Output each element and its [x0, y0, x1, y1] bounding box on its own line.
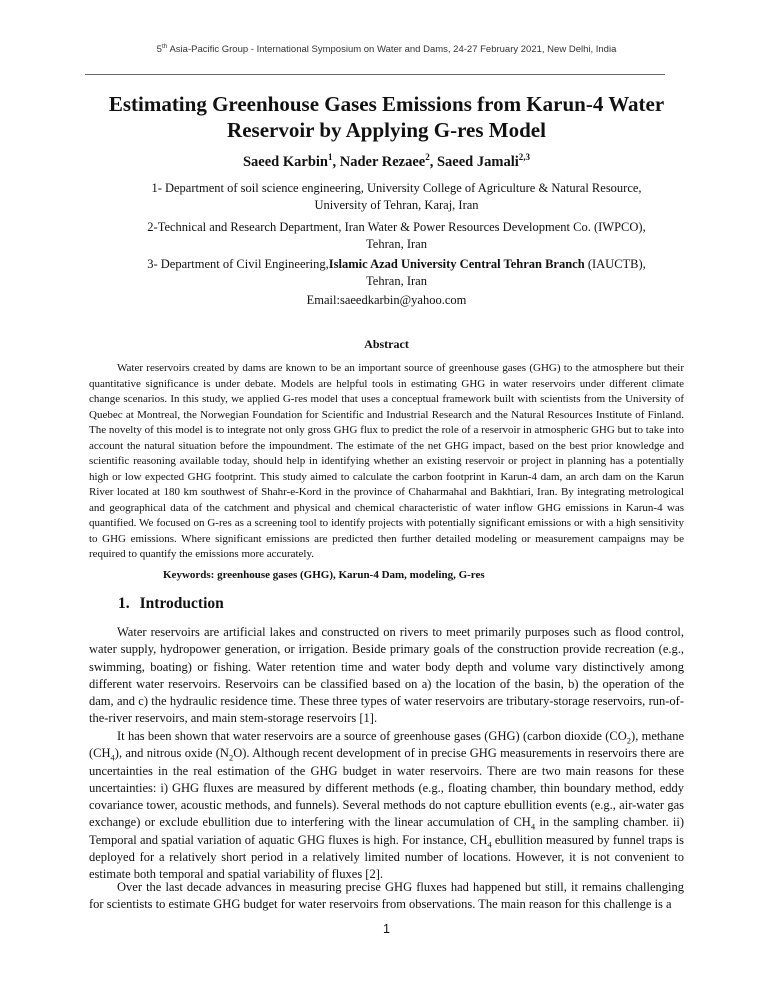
- author-list: Saeed Karbin$^1$, Nader Rezaee$^2$, Saeed Jamali$^{2,3}$: [242, 152, 530, 170]
- abstract-body: Water reservoirs created by dams are known to be an important source of greenhouse gases (GHG) to the atmosphere but their quantitative significance is under debate. Models are helpful tools in estimating GHG in water reservoirs under different climate change scenarios. In this study, we applied G-res model that uses a conceptual framework built with scientists from the University of Quebec at Montreal, the Norwegian Foundation for Scientific and Industrial Research and the Natural Resources Institute of Finland. The novelty of this model is to integrate not only gross GHG flux to predict the role of a reservoir in atmospheric GHG but to take into account the natural situation before the impoundment. The estimate of the net GHG impact, based on the best prior knowledge and scientific reasoning available today, should help in identifying whether an existing reservoir or project in planning has a potentially high or low expected GHG footprint. This study aimed to calculate the carbon footprint in Karun-4 dam, an arch dam on the Karun River located at 180 km southwest of Shahr-e-Kord in the province of Chaharmahal and Bakhtiari, Iran. By integrating metrological and geographical data of the catchment and physical and chemical characteristic of water inflow GHG emissions in Karun-4 was quantified. We focused on G-res as a screening tool to identify projects with potentially significant emissions or with a high sensitivity to GHG emissions. Where significant emissions are predicted then further detailed modeling or measurement campaigns may be required to quantify the emissions more accurately.: [89, 362, 684, 560]
- author-name: Nader Rezaee: [339, 153, 426, 170]
- abstract-heading: Abstract: [364, 337, 409, 351]
- body-paragraph-3: Over the last decade advances in measuring precise GHG fluxes had happened but still, it remains challenging for scientists to estimate GHG budget for water reservoirs from observations. The main reason for this challenge is a: [89, 880, 684, 912]
- keywords: Keywords: greenhouse gases (GHG), Karun-4 Dam, modeling, G-res: [163, 569, 485, 581]
- paper-title: [100, 91, 673, 143]
- affiliation-2: 2-Technical and Research Department, Iran Water & Power Resources Development Co. (IWPCO), Tehran, Iran: [147, 220, 646, 251]
- running-header: 5th Asia-Pacific Group - International Symposium on Water and Dams, 24-27 February 2021, New Delhi, India: [156, 43, 617, 56]
- author-name: Saeed Jamali: [436, 153, 519, 170]
- affiliation-1: 1- Department of soil science engineering, University College of Agriculture & Natural Resource, University of Tehran, Karaj, Iran: [151, 181, 642, 212]
- header-rule: [85, 74, 665, 75]
- author-name: Saeed Karbin: [242, 153, 328, 170]
- page-number: 1: [383, 922, 390, 936]
- body-paragraph-2: It has been shown that water reservoirs are a source of greenhouse gases (GHG) (carbon dioxide $(CO_2)$, methane $(CH_4)$, and nitrous oxide $(N_2O)$. Although recent development of in precise GHG measurements in reservoirs there are uncertainties in the real estimation of the GHG budget in water reservoirs. There are two main reasons for these uncertainties: i) GHG fluxes are measured by different methods (e.g., floating chamber, thin boundary method, eddy covariance tower, acoustic methods, and funnels). Several methods do not capture ebullition events (e.g., air-water gas exchange) or exclude ebullition due to interfering with the linear accumulation of $CH_4$ in the sampling chamber. ii) Temporal and spatial variation of aquatic GHG fluxes is high. For instance, $CH_4$ ebullition measured by funnel traps is deployed for a relatively short period in a relatively limited number of locations. However, it is not convenient to estimate both temporal and spatial variability of fluxes [2].: [89, 729, 684, 882]
- title-line-1: Estimating Greenhouse Gases Emissions from Karun-4 Water: [108, 92, 665, 116]
- affiliation-3: 3- Department of Civil Engineering,Islamic Azad University Central Tehran Branch (IAUCTB), Tehran, Iran: [147, 257, 646, 288]
- body-paragraph-1: Water reservoirs are artificial lakes and constructed on rivers to meet primarily purposes such as flood control, water supply, hydropower generation, or irrigation. Beside primary goals of the construction provide recreation (e.g., swimming, boating) or fishing. Water retention time and water body depth and volume vary distinctively among different water reservoirs. Reservoirs can be classified based on a) the location of the basin, b) the operation of the dam, and c) the hydraulic residence time. These three types of water reservoirs are tributary-storage reservoirs, run-of-the-river reservoirs, and main stem-storage reservoirs [1].: [89, 625, 684, 726]
- section-heading: 1. Introduction: [118, 595, 224, 612]
- author-email: Email:saeedkarbin@yahoo.com: [306, 293, 467, 307]
- title-line-2: Reservoir by Applying G-res Model: [227, 118, 546, 142]
